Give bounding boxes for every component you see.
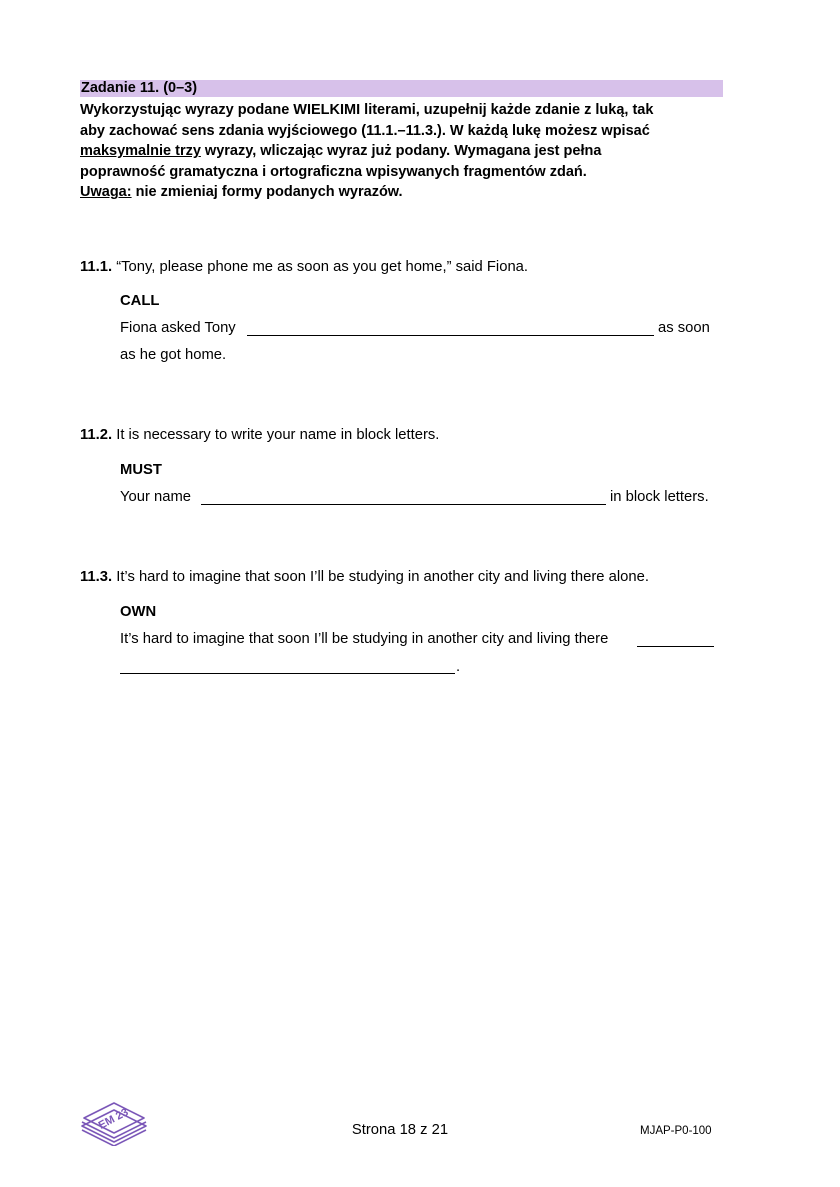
answer-blank[interactable] bbox=[201, 504, 606, 505]
answer-end-punctuation: . bbox=[456, 659, 461, 675]
answer-blank[interactable] bbox=[247, 335, 654, 336]
task-instructions bbox=[80, 100, 730, 203]
keyword: OWN bbox=[120, 604, 157, 620]
question-number: 11.3. bbox=[80, 569, 113, 585]
exam-logo-icon bbox=[78, 1094, 150, 1146]
question-sentence: It is necessary to write your name in block letters. bbox=[112, 427, 440, 443]
question-11-2 bbox=[80, 425, 439, 445]
note-line bbox=[80, 182, 730, 203]
keyword: MUST bbox=[120, 462, 162, 478]
answer-prefix: Fiona asked Tony bbox=[120, 320, 236, 336]
question-11-3 bbox=[80, 567, 649, 587]
question-number: 11.2. bbox=[80, 427, 113, 443]
question-11-1 bbox=[80, 257, 528, 277]
page-number: Strona 18 z 21 bbox=[351, 1122, 449, 1138]
question-number: 11.1. bbox=[80, 259, 113, 275]
answer-prefix: It’s hard to imagine that soon I’ll be studying in another city and living there bbox=[120, 631, 609, 647]
question-sentence: “Tony, please phone me as soon as you get home,” said Fiona. bbox=[112, 259, 529, 275]
instruction-text: wyrazy, wliczając wyraz już podany. Wymagana jest pełna bbox=[200, 143, 602, 159]
note-label: Uwaga: bbox=[80, 184, 132, 200]
instruction-line: aby zachować sens zdania wyjściowego (11.1.–11.3.). W każdą lukę możesz wpisać bbox=[80, 122, 650, 139]
task-title: Zadanie 11. (0–3) bbox=[81, 80, 198, 96]
answer-prefix: Your name bbox=[120, 489, 192, 505]
instruction-line: poprawność gramatyczna i ortograficzna wpisywanych fragmentów zdań. bbox=[80, 163, 587, 180]
answer-blank-continued[interactable] bbox=[120, 673, 455, 674]
instruction-emphasis: maksymalnie trzy bbox=[80, 143, 201, 159]
question-sentence: It’s hard to imagine that soon I’ll be studying in another city and living there alone. bbox=[112, 569, 649, 585]
note-text: nie zmieniaj formy podanych wyrazów. bbox=[131, 184, 403, 200]
answer-continuation: as he got home. bbox=[120, 347, 227, 363]
instruction-line bbox=[80, 141, 730, 162]
exam-code: MJAP-P0-100 bbox=[640, 1125, 712, 1137]
answer-blank[interactable] bbox=[637, 646, 714, 647]
answer-suffix: in block letters. bbox=[610, 489, 709, 505]
instruction-line: Wykorzystując wyrazy podane WIELKIMI literami, uzupełnij każde zdanie z luką, tak bbox=[80, 102, 654, 118]
answer-suffix: as soon bbox=[658, 320, 710, 336]
keyword: CALL bbox=[120, 293, 160, 309]
logo-text: EM 23 bbox=[96, 1106, 131, 1132]
